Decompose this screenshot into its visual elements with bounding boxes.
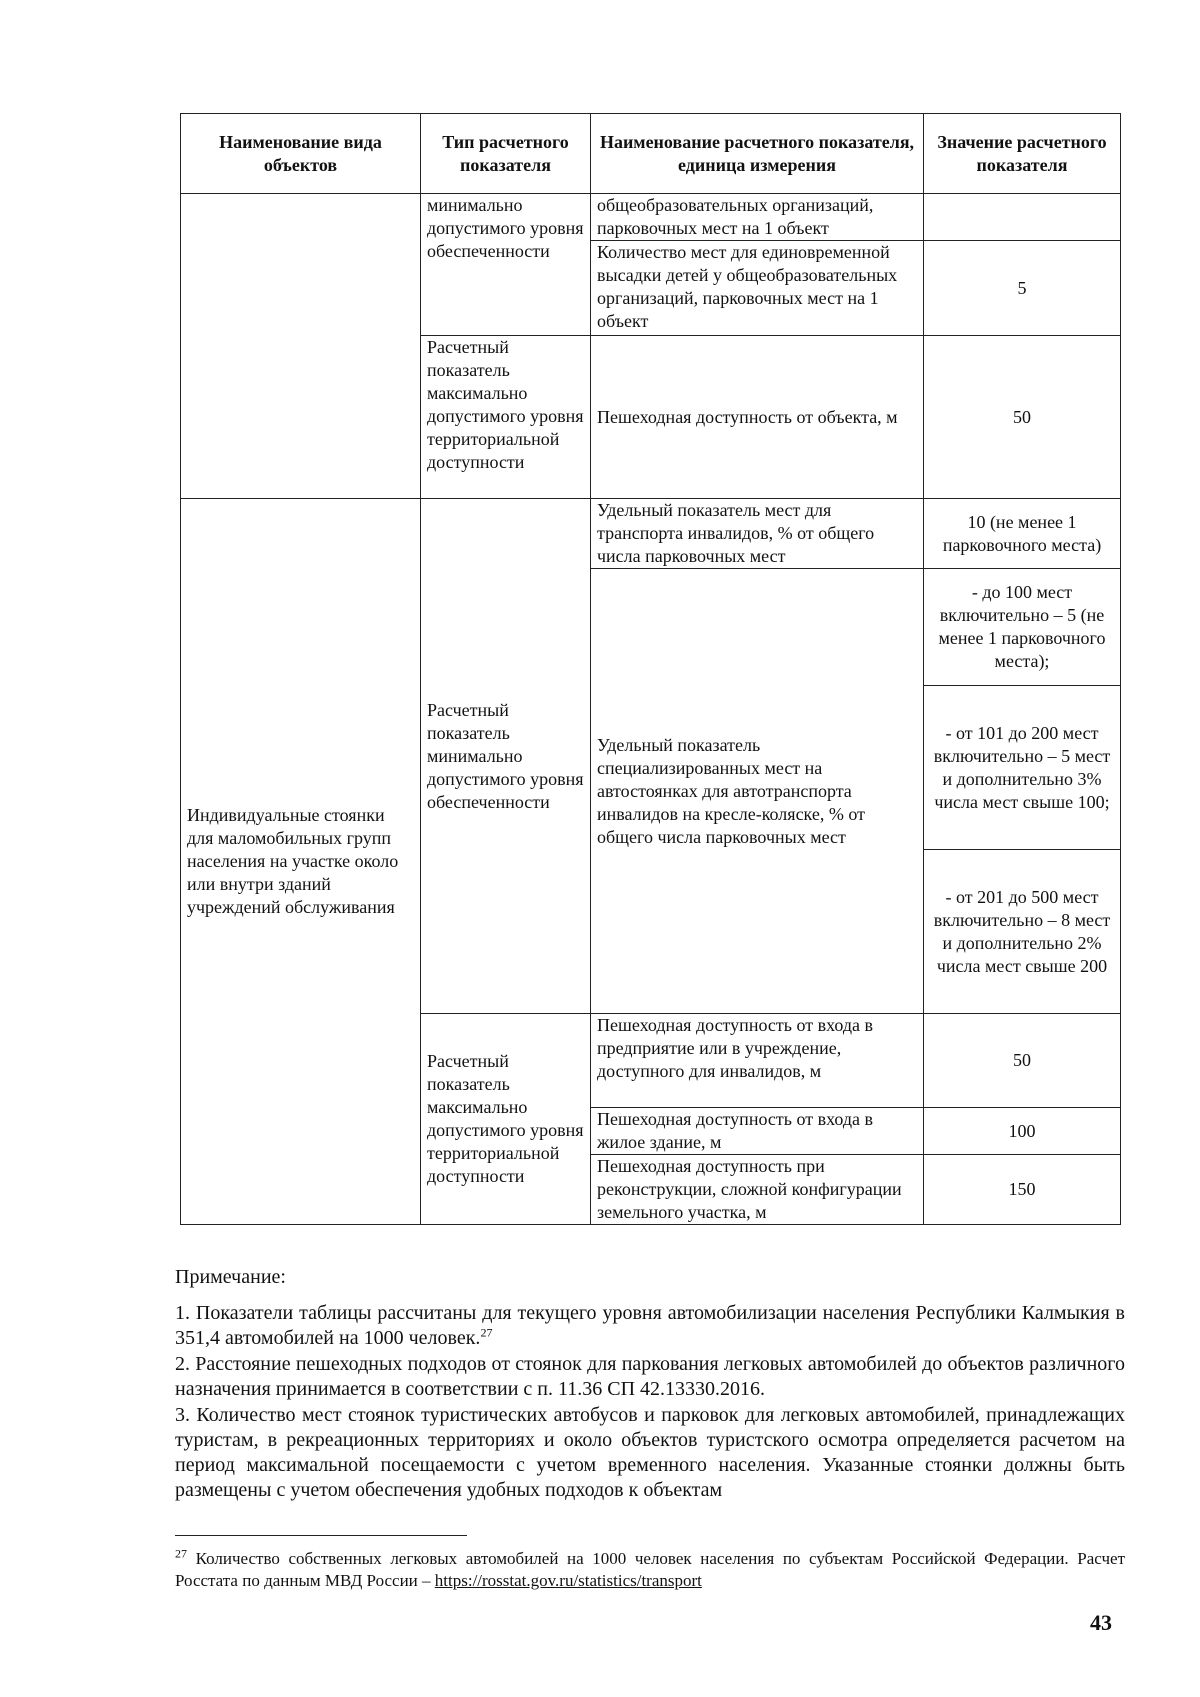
indicator-value-cell: 100	[924, 1108, 1121, 1155]
object-cell-empty	[181, 194, 421, 499]
indicator-type-cell: Расчетный показатель максимально допустимого уровня территориальной доступности	[421, 1014, 591, 1225]
header-indicator-type: Тип расчетного показателя	[421, 114, 591, 194]
table-header-row	[181, 114, 1121, 194]
indicator-value-cell: 50	[924, 336, 1121, 499]
header-indicator-name: Наименование расчетного показателя, единица измерения	[591, 114, 924, 194]
table-row	[181, 499, 1121, 569]
footnote-link[interactable]: https://rosstat.gov.ru/statistics/transport	[434, 1571, 702, 1590]
footnote-number: 27	[175, 1546, 187, 1561]
page-number: 43	[1090, 1610, 1112, 1635]
indicator-name-cell: Удельный показатель мест для транспорта инвалидов, % от общего числа парковочных мест	[591, 499, 924, 569]
note-1	[175, 1301, 1125, 1351]
indicator-type-cell: минимально допустимого уровня обеспеченности	[421, 194, 591, 336]
note-2: 2. Расстояние пешеходных подходов от стоянок для паркования легковых автомобилей до объектов различного назначения принимается в соответствии с п. 11.36 СП 42.13330.2016.	[175, 1353, 1125, 1400]
indicator-name-cell: Пешеходная доступность от объекта, м	[591, 336, 924, 499]
indicator-value-cell: 150	[924, 1155, 1121, 1225]
indicator-name-cell: общеобразовательных организаций, парковочных мест на 1 объект	[591, 194, 924, 241]
header-object-type: Наименование вида объектов	[181, 114, 421, 194]
note-1-text: 1. Показатели таблицы рассчитаны для текущего уровня автомобилизации населения Республики Калмыкия в 351,4 автомобилей на 1000 человек.	[175, 1302, 1125, 1349]
indicator-value-cell	[924, 194, 1121, 241]
table-row	[181, 194, 1121, 241]
standards-table	[180, 113, 1121, 1225]
indicator-value-cell: - от 201 до 500 мест включительно – 8 мест и дополнительно 2% числа мест свыше 200	[924, 850, 1121, 1014]
indicator-value-cell: - до 100 мест включительно – 5 (не менее 1 парковочного места);	[924, 569, 1121, 686]
note-3: 3. Количество мест стоянок туристических автобусов и парковок для легковых автомобилей, принадлежащих туристам, в рекреационных территориях и около объектов туристского осмотра определяется расчетом на период максимальной посещаемости с учетом временного населения. Указанные стоянки должны быть размещены с учетом обеспечения удобных подходов к объектам	[175, 1404, 1125, 1501]
indicator-type-cell: Расчетный показатель минимально допустимого уровня обеспеченности	[421, 499, 591, 1014]
object-cell: Индивидуальные стоянки для маломобильных групп населения на участке около или внутри зданий учреждений обслуживания	[181, 499, 421, 1225]
indicator-name-cell: Пешеходная доступность от входа в жилое здание, м	[591, 1108, 924, 1155]
indicator-type-cell: Расчетный показатель максимально допустимого уровня территориальной доступности	[421, 336, 591, 499]
indicator-value-cell: - от 101 до 200 мест включительно – 5 мест и дополнительно 3% числа мест свыше 100;	[924, 686, 1121, 850]
indicator-name-cell: Пешеходная доступность от входа в предприятие или в учреждение, доступного для инвалидов, м	[591, 1014, 924, 1108]
notes-title: Примечание:	[175, 1266, 286, 1288]
footnote-ref[interactable]: 27	[480, 1325, 493, 1340]
footnote-text: Количество собственных легковых автомобилей на 1000 человек населения по субъектам Российской Федерации. Расчет Росстата по данным МВД России –	[175, 1549, 1125, 1590]
indicator-value-cell: 10 (не менее 1 парковочного места)	[924, 499, 1121, 569]
indicator-value-cell: 5	[924, 241, 1121, 336]
indicator-name-cell: Количество мест для единовременной высадки детей у общеобразовательных организаций, парковочных мест на 1 объект	[591, 241, 924, 336]
footnote-divider	[175, 1535, 467, 1536]
indicator-name-cell: Пешеходная доступность при реконструкции, сложной конфигурации земельного участка, м	[591, 1155, 924, 1225]
indicator-value-cell: 50	[924, 1014, 1121, 1108]
header-indicator-value: Значение расчетного показателя	[924, 114, 1121, 194]
notes-section	[175, 1265, 1125, 1504]
indicator-name-cell: Удельный показатель специализированных мест на автостоянках для автотранспорта инвалидов на кресле-коляске, % от общего числа парковочных мест	[591, 569, 924, 1014]
footnote	[175, 1548, 1125, 1592]
